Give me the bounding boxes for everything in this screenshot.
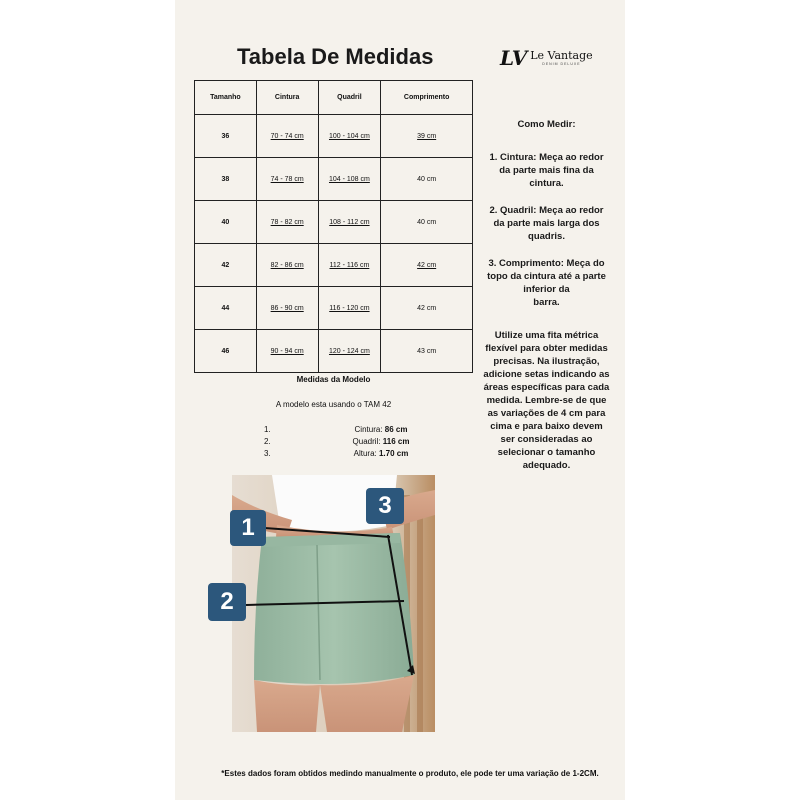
waist-cell bbox=[256, 330, 318, 373]
size-cell: 36 bbox=[195, 115, 257, 158]
how-tip: Utilize uma fita métrica flexível para obter medidas precisas. Na ilustração, adicione setas indicando as áreas específicas para cada medida. Lembre-se de que as variações de 4 cm para cima e para baixo devem ser consideradas ao selecionar o tamanho adequado. bbox=[483, 330, 610, 471]
waist-cell bbox=[256, 158, 318, 201]
table-row bbox=[195, 115, 473, 158]
how-step-length: 3. Comprimento: Meça do topo da cintura até a parte inferior da bbox=[487, 258, 606, 295]
length-value: 40 cm bbox=[417, 175, 437, 183]
hip-cell bbox=[318, 330, 381, 373]
header-comprimento: Comprimento bbox=[381, 81, 473, 115]
measure-value: 86 cm bbox=[384, 424, 408, 434]
length-cell bbox=[381, 244, 473, 287]
hip-cell bbox=[318, 201, 381, 244]
waist-value: 82 - 86 cm bbox=[270, 261, 304, 269]
table-row bbox=[195, 244, 473, 287]
hip-value: 120 - 124 cm bbox=[328, 347, 370, 355]
how-step-length-end: barra. bbox=[533, 297, 560, 308]
how-heading: Como Medir: bbox=[517, 119, 576, 130]
model-measurements-list bbox=[264, 423, 436, 459]
badge-hip: 2 bbox=[208, 583, 246, 621]
size-cell: 46 bbox=[195, 330, 257, 373]
hip-value: 108 - 112 cm bbox=[329, 218, 370, 226]
waist-cell bbox=[256, 287, 318, 330]
page-title: Tabela De Medidas bbox=[237, 44, 434, 69]
table-row bbox=[195, 158, 473, 201]
waist-cell bbox=[256, 115, 318, 158]
size-cell: 42 bbox=[195, 244, 257, 287]
table-row bbox=[195, 201, 473, 244]
how-to-measure bbox=[483, 118, 610, 486]
footnote: *Estes dados foram obtidos medindo manualmente o produto, ele pode ter uma variação de 1-2CM. bbox=[221, 769, 599, 778]
size-table bbox=[194, 80, 473, 373]
hip-cell bbox=[318, 115, 381, 158]
model-size-note: A modelo esta usando o TAM 42 bbox=[275, 400, 392, 409]
size-cell: 44 bbox=[195, 287, 257, 330]
hip-cell bbox=[318, 244, 381, 287]
length-cell bbox=[381, 330, 473, 373]
hip-value: 116 - 120 cm bbox=[329, 304, 370, 312]
measure-value: 1.70 cm bbox=[378, 448, 409, 458]
hip-cell bbox=[318, 287, 381, 330]
size-cell: 38 bbox=[195, 158, 257, 201]
table-header-row bbox=[195, 81, 473, 115]
waist-value: 78 - 82 cm bbox=[270, 218, 304, 226]
measure-label: Quadril: bbox=[352, 436, 383, 446]
list-number: 1. bbox=[264, 424, 271, 434]
waist-value: 70 - 74 cm bbox=[270, 132, 304, 140]
list-item bbox=[264, 423, 436, 435]
logo-tagline: DENIM DELUXE bbox=[542, 61, 581, 66]
table-row bbox=[195, 287, 473, 330]
size-cell: 40 bbox=[195, 201, 257, 244]
list-item bbox=[264, 435, 436, 447]
length-cell bbox=[381, 158, 473, 201]
table-row bbox=[195, 330, 473, 373]
waist-value: 86 - 90 cm bbox=[270, 304, 304, 312]
badge-waist: 1 bbox=[230, 510, 266, 546]
waist-value: 90 - 94 cm bbox=[270, 347, 304, 355]
hip-value: 104 - 108 cm bbox=[328, 175, 370, 183]
waist-cell bbox=[256, 201, 318, 244]
list-item bbox=[264, 447, 436, 459]
badge-length: 3 bbox=[366, 488, 404, 524]
hip-value: 112 - 116 cm bbox=[329, 261, 370, 269]
measure-label: Altura: bbox=[353, 448, 379, 458]
length-value: 43 cm bbox=[417, 347, 437, 355]
length-cell bbox=[381, 115, 473, 158]
length-cell bbox=[381, 201, 473, 244]
hip-cell bbox=[318, 158, 381, 201]
how-step-waist: 1. Cintura: Meça ao redor da parte mais fina da cintura. bbox=[489, 152, 604, 189]
length-value: 42 cm bbox=[417, 304, 437, 312]
model-measurements-title: Medidas da Modelo bbox=[296, 375, 371, 384]
list-number: 3. bbox=[264, 448, 271, 458]
logo-mark: LV bbox=[500, 46, 528, 70]
length-value: 40 cm bbox=[417, 218, 437, 226]
length-cell bbox=[381, 287, 473, 330]
header-quadril: Quadril bbox=[318, 81, 381, 115]
measure-label: Cintura: bbox=[354, 424, 385, 434]
length-value: 42 cm bbox=[417, 261, 437, 269]
how-step-hip: 2. Quadril: Meça ao redor da parte mais larga dos quadris. bbox=[489, 205, 604, 242]
header-cintura: Cintura bbox=[256, 81, 318, 115]
measure-value: 116 cm bbox=[382, 436, 410, 446]
brand-logo bbox=[500, 46, 593, 70]
hip-value: 100 - 104 cm bbox=[328, 132, 370, 140]
length-value: 39 cm bbox=[417, 132, 437, 140]
waist-value: 74 - 78 cm bbox=[270, 175, 304, 183]
waist-cell bbox=[256, 244, 318, 287]
logo-brand-name: Le Vantage bbox=[530, 48, 593, 62]
header-tamanho: Tamanho bbox=[195, 81, 257, 115]
list-number: 2. bbox=[264, 436, 271, 446]
